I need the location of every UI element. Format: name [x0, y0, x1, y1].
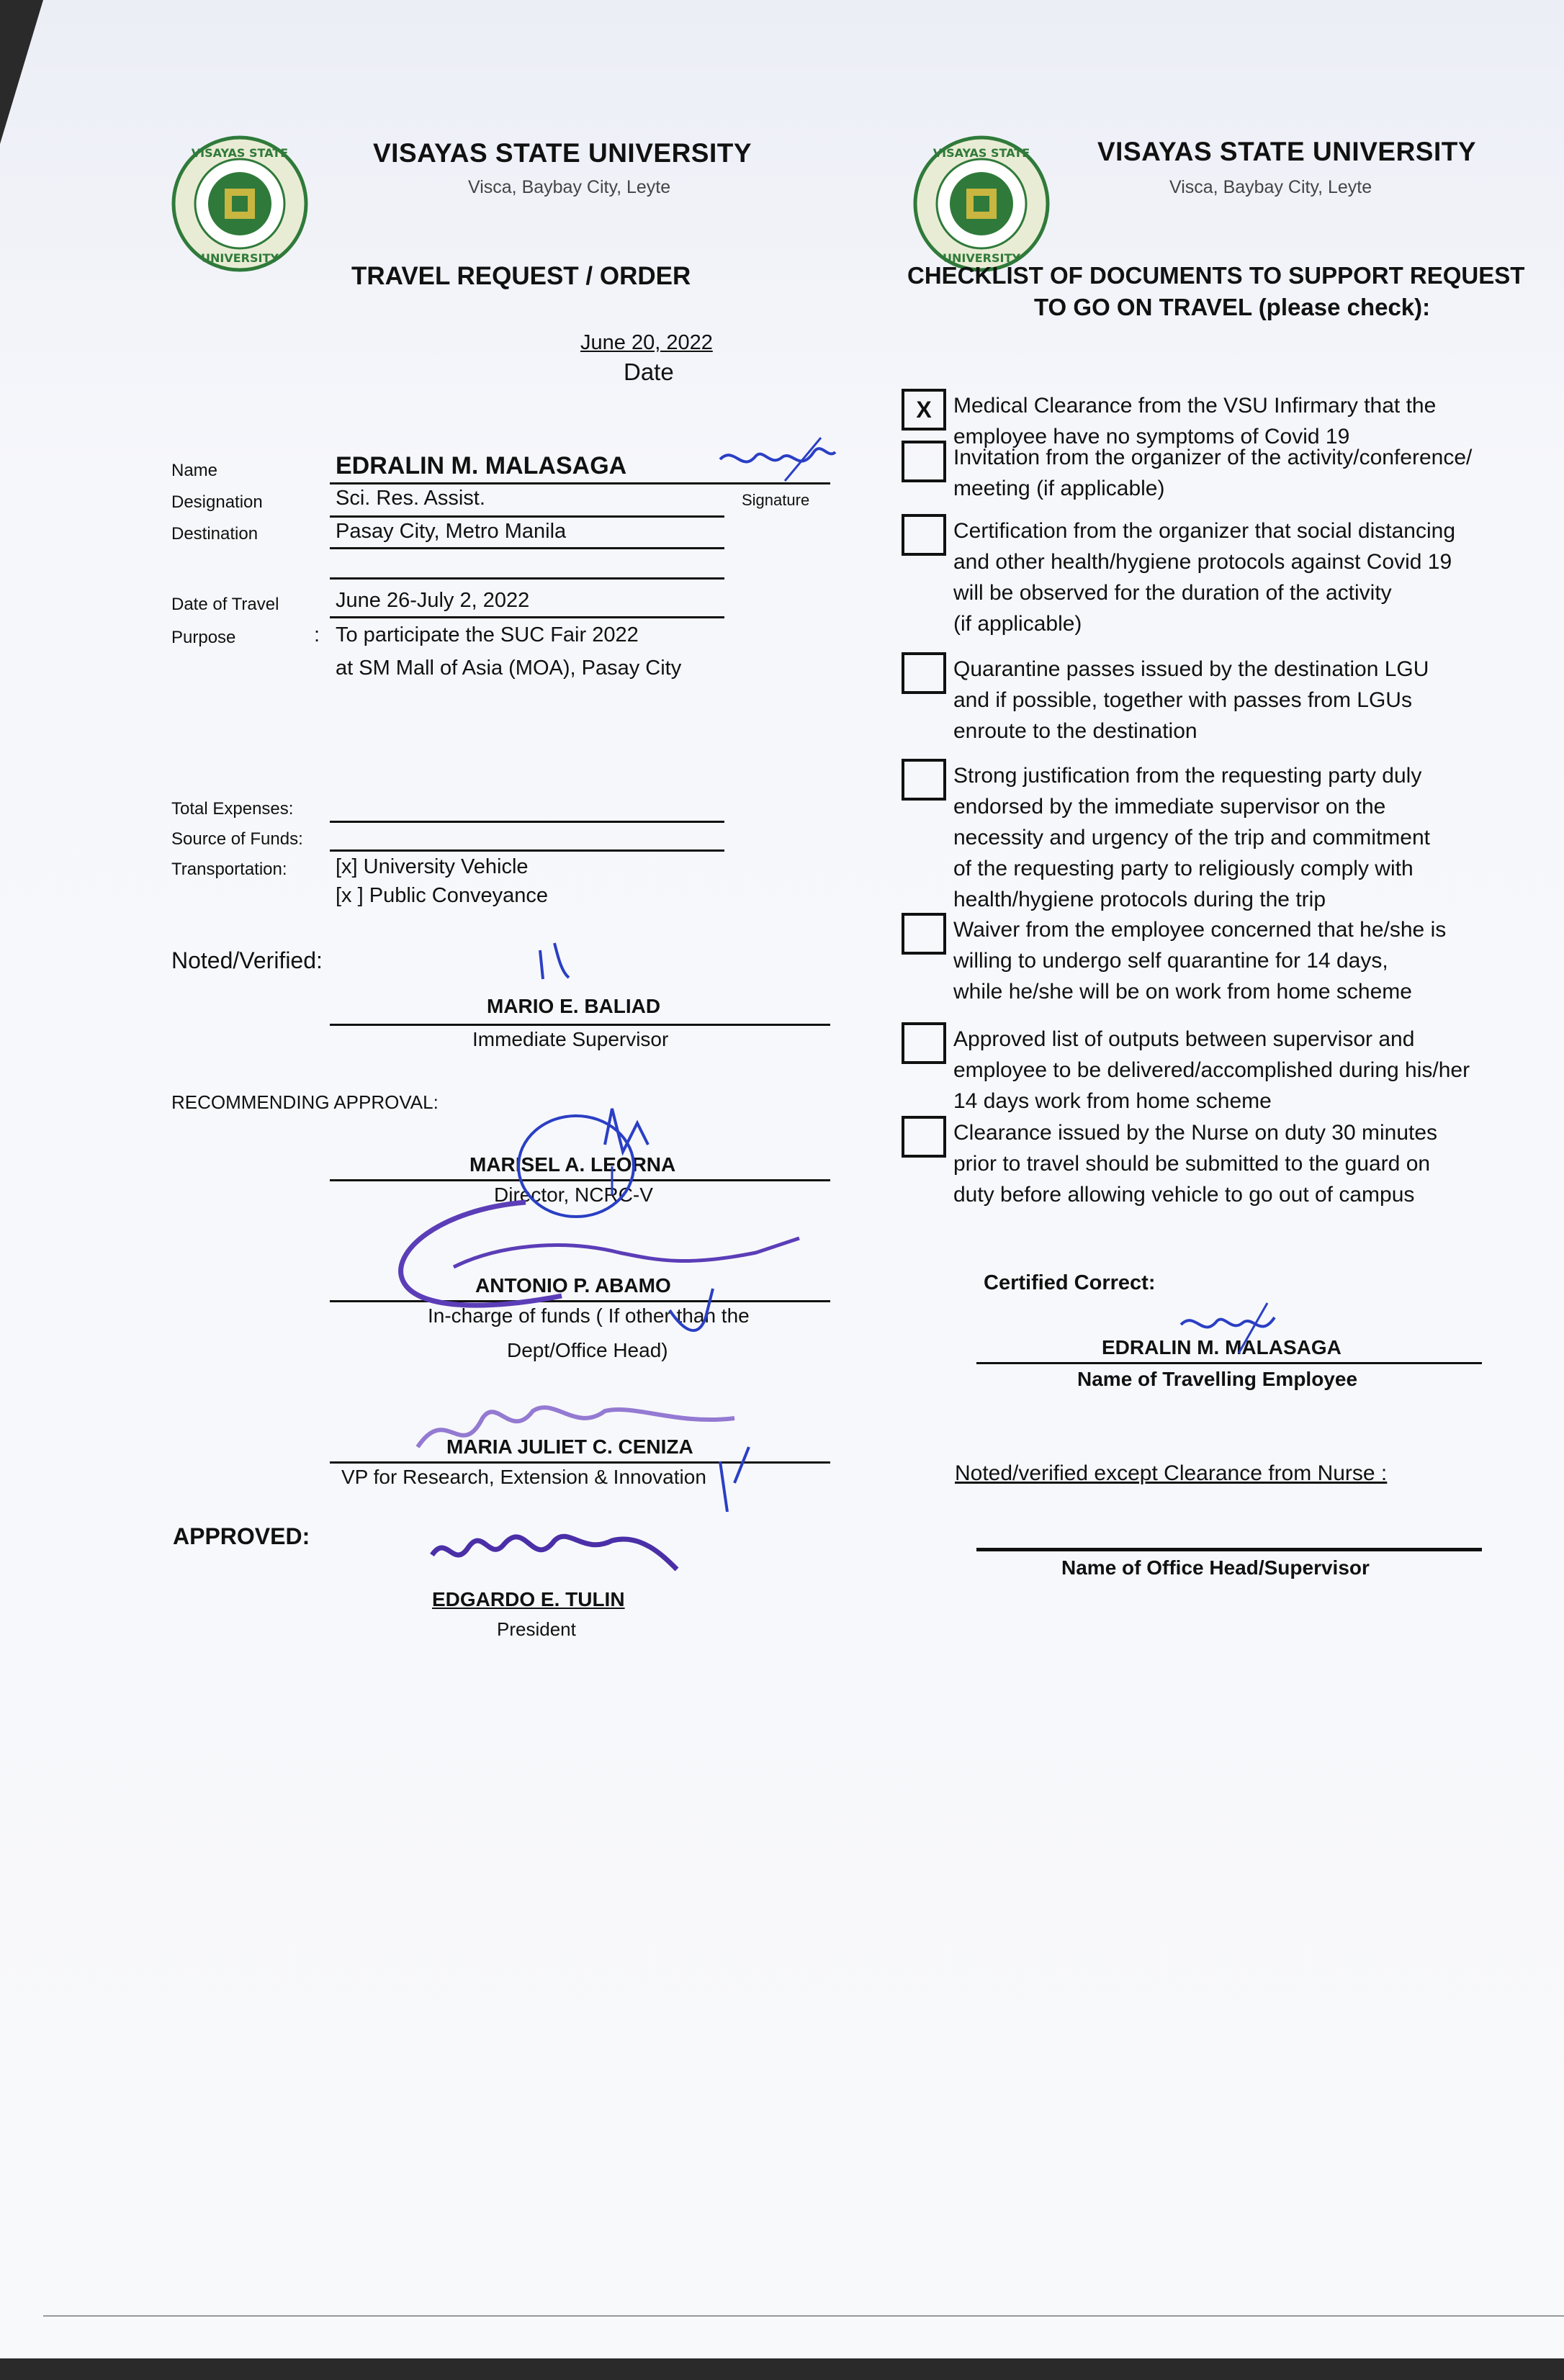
checklist-title-line-2: TO GO ON TRAVEL (please check):: [1034, 294, 1431, 320]
checklist-item-text: [953, 760, 1564, 915]
checklist-item-line: (if applicable): [953, 612, 1082, 636]
certified-correct-label: Certified Correct:: [984, 1271, 1156, 1294]
checklist-item-line: health/hygiene protocols during the trip: [953, 888, 1326, 911]
checklist-item-line: necessity and urgency of the trip and commitment: [953, 826, 1430, 849]
president-signature-mark: [425, 1512, 684, 1598]
employee-name: EDRALIN M. MALASAGA: [1102, 1336, 1341, 1358]
vp-signature-mark: [403, 1375, 763, 1519]
recommending-approval-label: RECOMMENDING APPROVAL:: [171, 1091, 439, 1113]
total-expenses-line: [330, 821, 724, 823]
university-seal-icon: [171, 135, 308, 272]
destination-line: [330, 547, 724, 549]
checklist-checkbox[interactable]: X: [902, 389, 946, 431]
noted-verified-label: Noted/Verified:: [171, 947, 323, 973]
designation-value: Sci. Res. Assist.: [336, 487, 485, 510]
checklist-item-text: [953, 654, 1564, 747]
employee-line: [976, 1362, 1482, 1364]
destination-value: Pasay City, Metro Manila: [336, 520, 567, 543]
purpose-label: Purpose: [171, 628, 236, 647]
checklist-checkbox[interactable]: [902, 1022, 946, 1064]
request-date-value: June 20, 2022: [580, 331, 713, 354]
checklist-item-text: [953, 515, 1564, 639]
page-bottom-edge: [43, 2315, 1564, 2317]
total-expenses-label: Total Expenses:: [171, 799, 294, 819]
name-label: Name: [171, 461, 218, 480]
supervisor-line: [330, 1024, 830, 1026]
destination-label: Destination: [171, 524, 259, 544]
checklist-checkbox[interactable]: [902, 913, 946, 955]
page-corner-fold: [0, 0, 43, 144]
checklist-item-line: Invitation from the organizer of the activity/conference/: [953, 446, 1473, 469]
checklist-item-line: employee have no symptoms of Covid 19: [953, 425, 1350, 448]
checklist-item-line: will be observed for the duration of the activity: [953, 581, 1392, 605]
checklist-item-line: while he/she will be on work from home scheme: [953, 980, 1412, 1004]
checklist-item-line: Approved list of outputs between supervisor and: [953, 1027, 1415, 1051]
checklist-item-line: Waiver from the employee concerned that he/she is: [953, 918, 1447, 942]
checklist-item-line: Medical Clearance from the VSU Infirmary that the: [953, 394, 1437, 418]
date-travel-line: [330, 616, 724, 618]
office-head-line: [976, 1548, 1482, 1551]
president-title: President: [497, 1618, 576, 1640]
svg-text:UNIVERSITY: UNIVERSITY: [201, 251, 279, 265]
checklist-item-line: employee to be delivered/accomplished during his/her: [953, 1058, 1470, 1082]
designation-label: Designation: [171, 492, 263, 512]
svg-text:VISAYAS STATE: VISAYAS STATE: [932, 146, 1030, 160]
checklist-item-text: [953, 442, 1564, 504]
director-title: Director, NCRC-V: [494, 1184, 653, 1206]
date-travel-value: June 26-July 2, 2022: [336, 589, 530, 612]
university-address-right: Visca, Baybay City, Leyte: [1169, 177, 1372, 197]
svg-text:UNIVERSITY: UNIVERSITY: [943, 251, 1020, 265]
office-head-title: Name of Office Head/Supervisor: [1061, 1556, 1370, 1579]
university-name-right: VISAYAS STATE UNIVERSITY: [1097, 137, 1477, 166]
president-name: EDGARDO E. TULIN: [432, 1588, 625, 1610]
director-name: MARISEL A. LEORNA: [469, 1153, 676, 1176]
noted-except-label: Noted/verified except Clearance from Nurse :: [955, 1461, 1388, 1485]
checklist-title-line-1: CHECKLIST OF DOCUMENTS TO SUPPORT REQUEST: [907, 262, 1525, 289]
funds-title-line-1: In-charge of funds ( If other than the: [428, 1304, 750, 1327]
checklist-item-line: duty before allowing vehicle to go out of campus: [953, 1183, 1415, 1207]
designation-line: [330, 515, 724, 518]
vp-title: VP for Research, Extension & Innovation: [341, 1466, 706, 1488]
funds-title-line-2: Dept/Office Head): [507, 1339, 668, 1361]
checklist-item-text: [953, 1024, 1564, 1117]
checklist-item-line: Clearance issued by the Nurse on duty 30 minutes: [953, 1121, 1438, 1145]
checklist-item-line: of the requesting party to religiously comply with: [953, 857, 1414, 880]
scan-bottom-border: [0, 2358, 1564, 2380]
funds-signature-mark: [382, 1188, 814, 1353]
supervisor-title: Immediate Supervisor: [472, 1028, 669, 1050]
transportation-label: Transportation:: [171, 860, 287, 879]
blank-line: [330, 577, 724, 580]
checklist-item-line: Strong justification from the requesting party duly: [953, 764, 1422, 788]
checklist-item-line: Quarantine passes issued by the destination LGU: [953, 657, 1429, 681]
form-title: TRAVEL REQUEST / ORDER: [351, 262, 691, 290]
checklist-item-line: and if possible, together with passes from LGUs: [953, 688, 1412, 712]
date-travel-label: Date of Travel: [171, 595, 279, 614]
checklist-item-line: 14 days work from home scheme: [953, 1089, 1272, 1113]
transport-option-vehicle: [x] University Vehicle: [336, 855, 529, 878]
employee-signature-mark: [713, 431, 842, 495]
request-date-label: Date: [624, 359, 674, 385]
source-funds-label: Source of Funds:: [171, 829, 303, 849]
checklist-item-text: [953, 914, 1564, 1007]
supervisor-name: MARIO E. BALIAD: [487, 995, 661, 1017]
vp-name: MARIA JULIET C. CENIZA: [446, 1435, 693, 1458]
checklist-checkbox[interactable]: [902, 441, 946, 482]
university-seal-icon-right: [913, 135, 1050, 272]
purpose-line-2: at SM Mall of Asia (MOA), Pasay City: [336, 657, 682, 680]
transport-option-public: [x ] Public Conveyance: [336, 884, 548, 907]
signature-label: Signature: [742, 491, 810, 509]
checklist-item-line: enroute to the destination: [953, 719, 1197, 743]
svg-text:VISAYAS STATE: VISAYAS STATE: [191, 146, 289, 160]
checklist-item-text: [953, 1117, 1564, 1210]
checklist-checkbox[interactable]: [902, 1116, 946, 1158]
employee-title: Name of Travelling Employee: [1077, 1368, 1358, 1390]
name-value: EDRALIN M. MALASAGA: [336, 452, 627, 479]
university-name: VISAYAS STATE UNIVERSITY: [373, 138, 752, 168]
employee-signature-mark-right: [1174, 1296, 1289, 1361]
checklist-item-line: and other health/hygiene protocols against Covid 19: [953, 550, 1452, 574]
checklist-item-line: endorsed by the immediate supervisor on the: [953, 795, 1386, 819]
approved-label: APPROVED:: [173, 1523, 310, 1549]
supervisor-signature-mark: [526, 921, 583, 986]
checklist-item-line: prior to travel should be submitted to the guard on: [953, 1152, 1431, 1176]
university-address: Visca, Baybay City, Leyte: [468, 177, 671, 197]
purpose-colon: :: [314, 623, 320, 646]
source-funds-line: [330, 849, 724, 852]
checklist-item-line: willing to undergo self quarantine for 14 days,: [953, 949, 1388, 973]
purpose-line-1: To participate the SUC Fair 2022: [336, 623, 639, 646]
checklist-item-line: meeting (if applicable): [953, 477, 1165, 500]
checklist-checkbox[interactable]: [902, 514, 946, 556]
funds-name: ANTONIO P. ABAMO: [475, 1274, 671, 1297]
checklist-item-line: Certification from the organizer that social distancing: [953, 519, 1456, 543]
checklist-checkbox[interactable]: [902, 759, 946, 801]
checklist-checkbox[interactable]: [902, 652, 946, 694]
